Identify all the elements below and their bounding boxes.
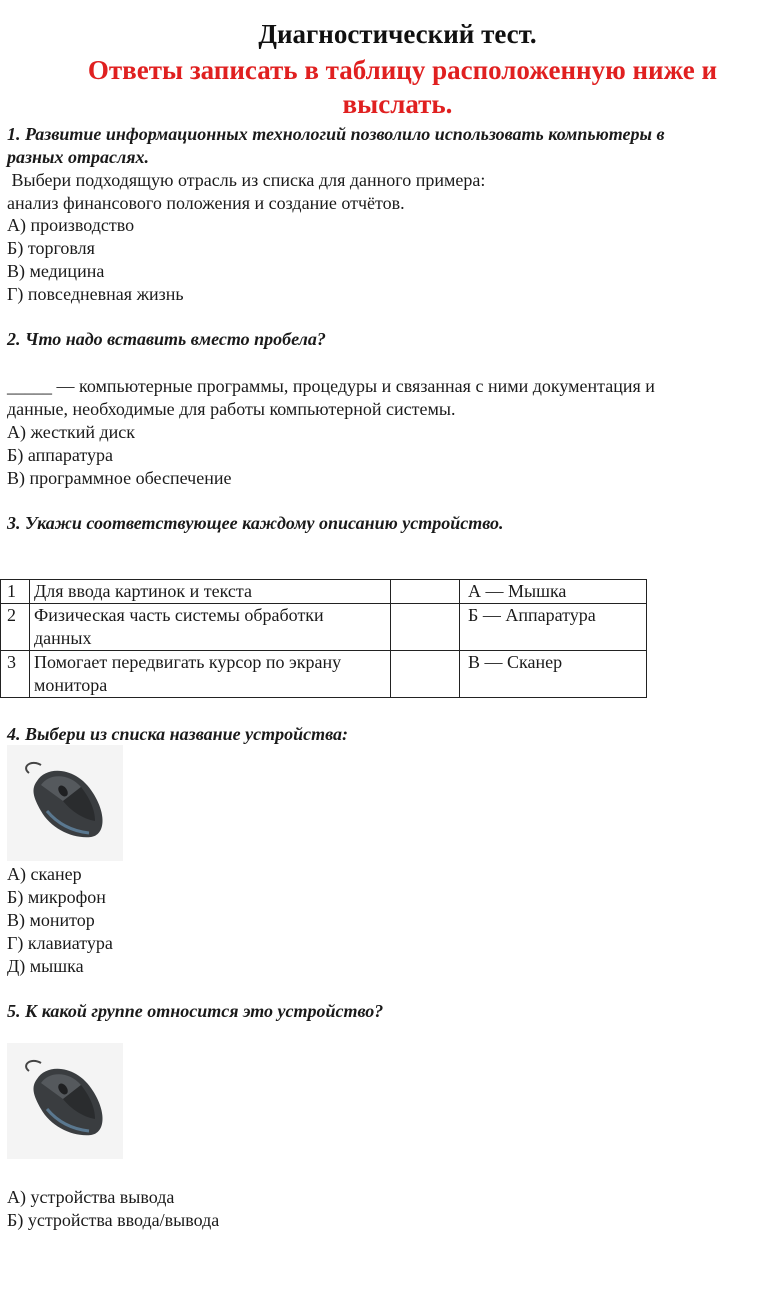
row-option: Б — Аппаратура: [460, 604, 647, 651]
q1-prompt-line-1: Выбери подходящую отрасль из списка для данного примера:: [7, 170, 486, 190]
q5-question: 5. К какой группе относится это устройство?: [7, 1001, 384, 1021]
q5-option-b: Б) устройства ввода/вывода: [7, 1210, 220, 1230]
page-title: Диагностический тест.: [258, 19, 537, 49]
q2-question: 2. Что надо вставить вместо пробела?: [7, 329, 326, 349]
q2-option-a: А) жесткий диск: [7, 422, 136, 442]
row-number: 1: [1, 580, 30, 604]
table-row: [1, 580, 647, 604]
answer-cell[interactable]: [391, 651, 460, 698]
q1-prompt-line-2: анализ финансового положения и создание отчётов.: [7, 193, 405, 213]
computer-mouse-photo-icon: [7, 745, 123, 861]
q4-option-b: Б) микрофон: [7, 887, 106, 907]
answer-cell[interactable]: [391, 604, 460, 651]
row-description-line-1: Для ввода картинок и текста: [34, 581, 252, 601]
instruction-line-1: Ответы записать в таблицу расположенную ниже и: [87, 55, 718, 85]
row-number: 2: [1, 604, 30, 651]
q4-option-g: Г) клавиатура: [7, 933, 113, 953]
q2-option-v: В) программное обеспечение: [7, 468, 232, 488]
q4-option-d: Д) мышка: [7, 956, 84, 976]
row-description: [30, 651, 391, 698]
q2-text-line-1: _____ — компьютерные программы, процедуры и связанная с ними документация и: [7, 376, 655, 396]
q1-option-a: А) производство: [7, 215, 135, 235]
row-description: [30, 580, 391, 604]
row-number: 3: [1, 651, 30, 698]
q4-option-a: А) сканер: [7, 864, 82, 884]
row-description: [30, 604, 391, 651]
computer-mouse-photo-icon: [7, 1043, 123, 1159]
row-option: В — Сканер: [460, 651, 647, 698]
q2-option-b: Б) аппаратура: [7, 445, 113, 465]
table-row: [1, 651, 647, 698]
q1-question-line-1: 1. Развитие информационных технологий позволило использовать компьютеры в: [7, 124, 665, 144]
q5-option-a: А) устройства вывода: [7, 1187, 175, 1207]
answer-cell[interactable]: [391, 580, 460, 604]
q4-option-v: В) монитор: [7, 910, 95, 930]
row-description-line-1: Помогает передвигать курсор по экрану: [34, 652, 342, 672]
q2-text-line-2: данные, необходимые для работы компьютерной системы.: [7, 399, 456, 419]
matching-table: [0, 579, 647, 698]
q1-option-g: Г) повседневная жизнь: [7, 284, 184, 304]
row-description-line-2: монитора: [34, 675, 108, 695]
q3-question: 3. Укажи соответствующее каждому описанию устройство.: [7, 513, 504, 533]
row-description-line-2: данных: [34, 628, 92, 648]
row-description-line-1: Физическая часть системы обработки: [34, 605, 324, 625]
q1-option-b: Б) торговля: [7, 238, 95, 258]
row-option: А — Мышка: [460, 580, 647, 604]
q1-question-line-2: разных отраслях.: [7, 147, 150, 167]
instruction-line-2: выслать.: [342, 89, 453, 119]
table-row: [1, 604, 647, 651]
q1-option-v: В) медицина: [7, 261, 105, 281]
q4-question: 4. Выбери из списка название устройства:: [7, 724, 349, 744]
